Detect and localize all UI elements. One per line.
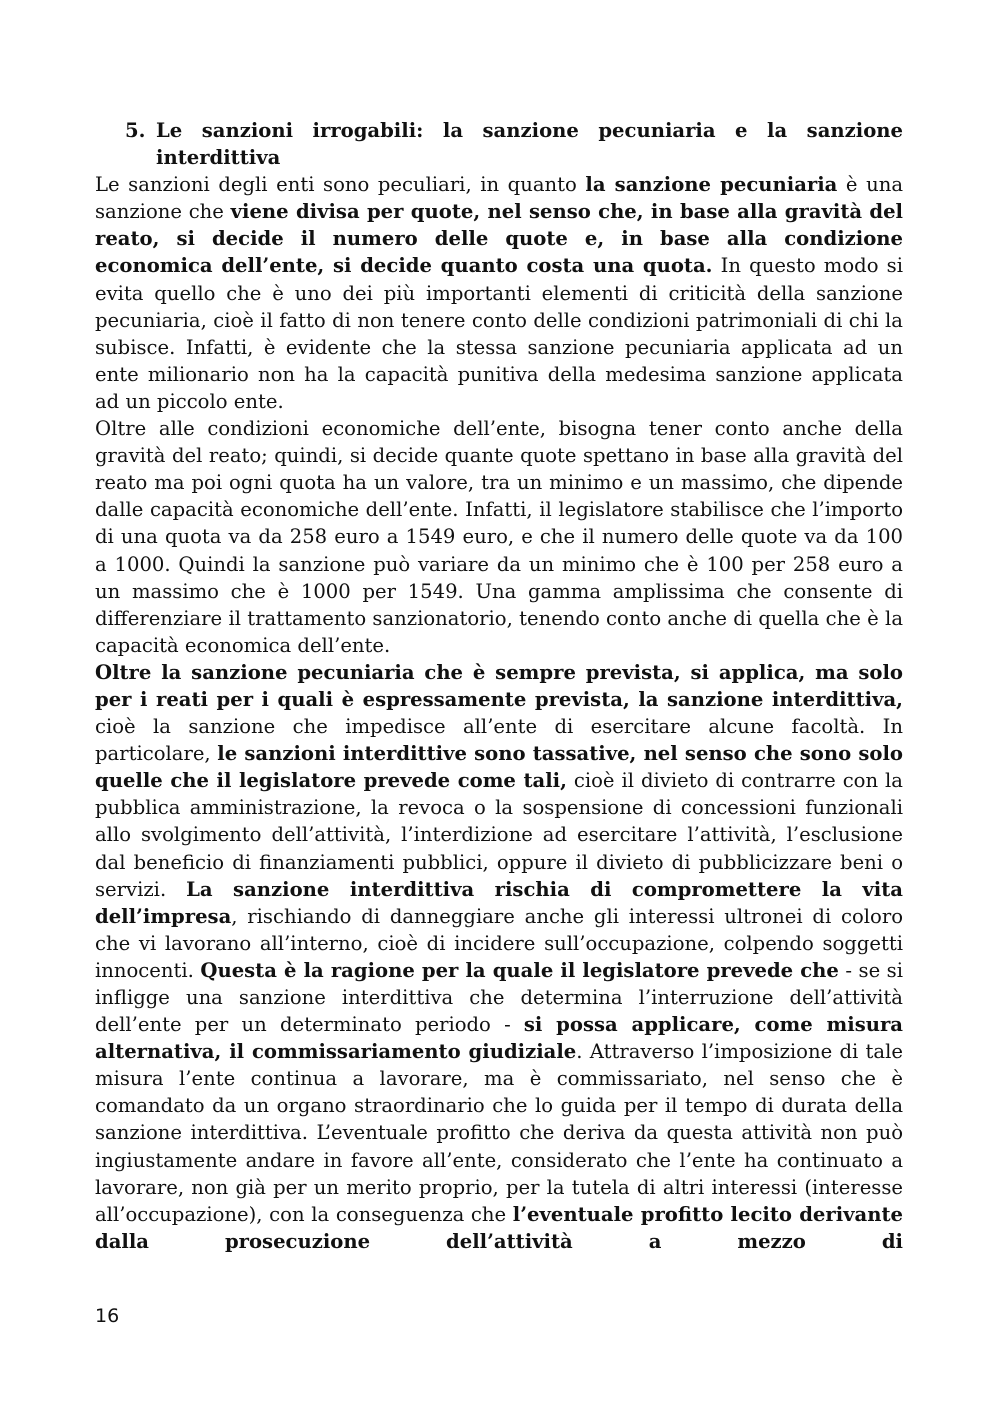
text-run: . Attraverso l’imposizione di tale misura l’ente continua a lavorare, ma è commissariato, nel senso che è comandato da un organo straordinario che lo guida per il tempo di durata della sanzione interdittiva. L’eventuale profitto che deriva da questa attività non può ingiustamente andare in favore all’ente, considerato che l’ente ha continuato a lavorare, non già per un merito proprio, per la tutela di altri interessi (interesse all’occupazione), con la conseguenza che bbox=[95, 1040, 903, 1226]
bold-text: l’eventuale profitto lecito derivante dalla prosecuzione dell’attività a mezzo di bbox=[95, 1202, 903, 1253]
page-number: 16 bbox=[95, 1305, 120, 1327]
text-run: cioè il divieto di contrarre con la pubblica amministrazione, la revoca o la sospensione di concessioni funzionali allo svolgimento dell’attività, l’interdizione ad esercitare l’attività, l’esclusione dal beneficio di finanziamenti pubblici, oppure il divieto di pubblicizzare beni o servizi. bbox=[95, 769, 903, 901]
bold-text: Questa è la ragione per la quale il legislatore prevede che bbox=[200, 958, 839, 982]
paragraph bbox=[95, 171, 903, 415]
paragraph bbox=[95, 415, 903, 659]
bold-text: si possa applicare, come misura alternativa, il commissariamento giudiziale bbox=[95, 1013, 904, 1064]
text-run: Oltre alle condizioni economiche dell’ente, bisogna tener conto anche della gravità del reato; quindi, si decide quante quote spettano in base alla gravità del reato ma poi ogni quota ha un valore, tra un minimo e un massimo, che dipende dalle capacità economiche dell’ente. Infatti, il legislatore stabilisce che l’importo di una quota va da 258 euro a 1549 euro, e che il numero delle quote va da 100 a 1000. Quindi la sanzione può variare da un minimo che è 100 per 258 euro a un massimo che è 1000 per 1549. Una gamma amplissima che consente di differenziare il trattamento sanzionatorio, tenendo conto anche di quella che è la capacità economica dell’ente. bbox=[95, 417, 903, 657]
text-run: , rischiando di danneggiare anche gli interessi ultronei di coloro che vi lavorano all’interno, cioè di incidere sull’occupazione, colpendo soggetti innocenti. bbox=[95, 904, 903, 982]
section-title: Le sanzioni irrogabili: la sanzione pecuniaria e la sanzione interdittiva bbox=[156, 119, 903, 170]
paragraph bbox=[95, 659, 903, 1255]
text-run: cioè la sanzione che impedisce all’ente di esercitare alcune facoltà. In particolare, bbox=[95, 715, 903, 766]
text-run: Le sanzioni degli enti sono peculiari, in quanto bbox=[95, 173, 586, 197]
bold-text: la sanzione pecuniaria bbox=[585, 173, 838, 197]
bold-text: viene divisa per quote, nel senso che, in base alla gravità del reato, si decide il numero delle quote e, in base alla condizione economica dell’ente, si decide quanto costa una quota. bbox=[95, 200, 904, 278]
text-run: è una sanzione che bbox=[95, 173, 903, 224]
text-run: In questo modo si evita quello che è uno dei più importanti elementi di criticità della sanzione pecuniaria, cioè il fatto di non tenere conto delle condizioni patrimoniali di chi la subisce. Infatti, è evidente che la stessa sanzione pecuniaria applicata ad un ente milionario non ha la capacità punitiva della medesima sanzione applicata ad un piccolo ente. bbox=[95, 254, 903, 413]
bold-text: La sanzione interdittiva rischia di compromettere la vita dell’impresa bbox=[95, 877, 903, 928]
bold-text: le sanzioni interdittive sono tassative, nel senso che sono solo quelle che il legislatore prevede come tali, bbox=[95, 742, 903, 793]
document-page bbox=[95, 117, 903, 1255]
body-text bbox=[95, 171, 903, 1255]
section-heading bbox=[95, 117, 903, 171]
section-number: 5. bbox=[125, 119, 146, 142]
bold-text: Oltre la sanzione pecuniaria che è sempre prevista, si applica, ma solo per i reati per i quali è espressamente prevista, la sanzione interdittiva, bbox=[95, 660, 903, 711]
text-run: - se si infligge una sanzione interdittiva che determina l’interruzione dell’attività dell’ente per un determinato periodo - bbox=[95, 958, 903, 1037]
